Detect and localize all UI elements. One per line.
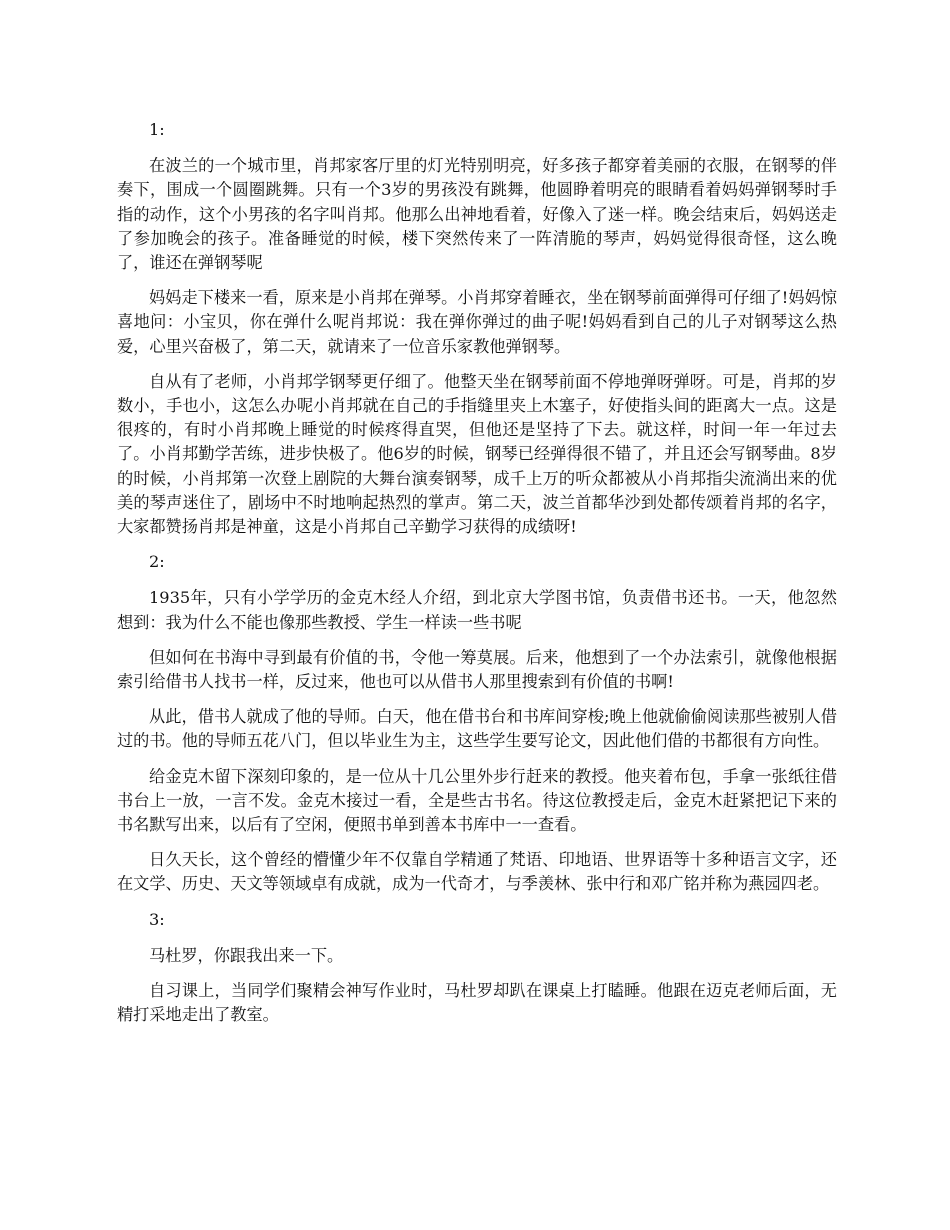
section-heading-3: 3: (149, 909, 165, 929)
paragraph: 自习课上，当同学们聚精会神写作业时，马杜罗却趴在课桌上打瞌睡。他跟在迈克老师后面，无精打采地走出了教室。 (117, 981, 837, 1025)
paragraph: 给金克木留下深刻印象的，是一位从十几公里外步行赶来的教授。他夹着布包，手拿一张纸往借书台上一放，一言不发。金克木接过一看，全是些古书名。待这位教授走后，金克木赶紧把记下来的书名默写出来，以后有了空闲，便照书单到善本书库中一一查看。 (117, 766, 837, 835)
paragraph: 自从有了老师，小肖邦学钢琴更仔细了。他整天坐在钢琴前面不停地弹呀弹呀。可是，肖邦的岁数小，手也小，这怎么办呢小肖邦就在自己的手指缝里夹上木塞子，好使指头间的距离大一点。这是很疼的，有时小肖邦晚上睡觉的时候疼得直哭，但他还是坚持了下去。就这样，时间一年一年过去了。小肖邦勤学苦练，进步快极了。他6岁的时候，钢琴已经弹得很不错了，并且还会写钢琴曲。8岁的时候，小肖邦第一次登上剧院的大舞台演奏钢琴，成千上万的听众都被从小肖邦指尖流淌出来的优美的琴声迷住了，剧场中不时地响起热烈的掌声。第二天，波兰首都华沙到处都传颂着肖邦的名字，大家都赞扬肖邦是神童，这是小肖邦自己辛勤学习获得的成绩呀! (117, 371, 837, 537)
section-heading-2: 2: (149, 552, 165, 572)
paragraph: 马杜罗，你跟我出来一下。 (149, 945, 344, 965)
paragraph: 在波兰的一个城市里，肖邦家客厅里的灯光特别明亮，好多孩子都穿着美丽的衣服，在钢琴的伴奏下，围成一个圆圈跳舞。只有一个3岁的男孩没有跳舞，他圆睁着明亮的眼睛看着妈妈弹钢琴时手指的动作，这个小男孩的名字叫肖邦。他那么出神地看着，好像入了迷一样。晚会结束后，妈妈送走了参加晚会的孩子。准备睡觉的时候，楼下突然传来了一阵清脆的琴声，妈妈觉得很奇怪，这么晚了，谁还在弹钢琴呢 (117, 156, 837, 273)
paragraph: 从此，借书人就成了他的导师。白天，他在借书台和书库间穿梭;晚上他就偷偷阅读那些被别人借过的书。他的导师五花八门，但以毕业生为主，这些学生要写论文，因此他们借的书都很有方向性。 (117, 707, 837, 751)
document-page (117, 118, 837, 1039)
section-heading-1: 1: (149, 120, 165, 139)
paragraph: 1935年，只有小学学历的金克木经人介绍，到北京大学图书馆，负责借书还书。一天，他忽然想到：我为什么不能也像那些教授、学生一样读一些书呢 (117, 588, 837, 632)
paragraph: 妈妈走下楼来一看，原来是小肖邦在弹琴。小肖邦穿着睡衣，坐在钢琴前面弹得可仔细了!妈妈惊喜地问：小宝贝，你在弹什么呢肖邦说：我在弹你弹过的曲子呢!妈妈看到自己的儿子对钢琴这么热爱，心里兴奋极了，第二天，就请来了一位音乐家教他弹钢琴。 (117, 288, 837, 356)
paragraph: 但如何在书海中寻到最有价值的书，令他一筹莫展。后来，他想到了一个办法索引，就像他根据索引给借书人找书一样，反过来，他也可以从借书人那里搜索到有价值的书啊! (117, 647, 837, 692)
paragraph: 日久天长，这个曾经的懵懂少年不仅靠自学精通了梵语、印地语、世界语等十多种语言文字，还在文学、历史、天文等领域卓有成就，成为一代奇才，与季羡林、张中行和邓广铭并称为燕园四老。 (117, 850, 837, 894)
